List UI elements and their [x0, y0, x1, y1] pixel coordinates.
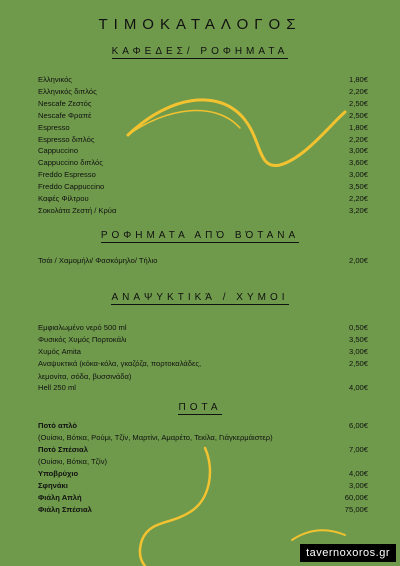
- item-price: 3,00€: [348, 146, 368, 156]
- section-heading-herbal: [0, 230, 400, 241]
- item-name: Nescafe Φραπέ: [38, 110, 92, 120]
- item-name: Espresso διπλός: [38, 134, 95, 144]
- item-price: 3,20€: [348, 205, 368, 215]
- menu-row: [38, 122, 368, 133]
- section-heading-soft-drinks: [0, 292, 400, 303]
- item-name: Φυσικός Χυμός Πορτοκάλι: [38, 335, 127, 344]
- menu-row: [38, 98, 368, 109]
- item-name: Nescafe Ζεστός: [38, 98, 92, 108]
- menu-row: [38, 86, 368, 97]
- drink-simple-note: (Ουίσκι, Βότκα, Ρούμι, Τζίν, Μαρτίνι, Αμαρέτο, Τεκίλα, Γιάγκερμάιστερ): [38, 433, 273, 442]
- menu-row: [38, 145, 368, 156]
- item-name: Freddo Cappuccino: [38, 182, 105, 192]
- menu-row: [38, 74, 368, 85]
- menu-row: [38, 255, 368, 266]
- item-price: 2,50€: [348, 359, 368, 368]
- item-price: 2,20€: [348, 134, 368, 144]
- page-title: ΤΙΜΟΚΑΤΑΛΟΓΟΣ: [98, 16, 302, 33]
- item-price: 3,50€: [348, 335, 368, 344]
- item-name: Espresso: [38, 122, 70, 132]
- item-name: Cappuccino: [38, 146, 79, 156]
- item-price: 0,50€: [348, 323, 368, 332]
- item-price: 75,00€: [344, 505, 368, 514]
- item-price: 6,00€: [348, 421, 368, 430]
- item-price: 1,80€: [348, 75, 368, 84]
- item-price: 3,50€: [348, 182, 368, 192]
- item-name: Καφές Φίλτρου: [38, 194, 89, 203]
- menu-row: [38, 134, 368, 145]
- item-name: Ποτό απλό: [38, 421, 78, 430]
- item-name: Υποβρύχιο: [38, 469, 79, 478]
- item-price: 2,50€: [348, 110, 368, 120]
- item-price: 3,00€: [348, 347, 368, 356]
- menu-row: [38, 169, 368, 180]
- item-name: Ποτό Σπέσιαλ: [38, 445, 88, 454]
- item-price: 2,20€: [348, 86, 368, 96]
- soft-drinks-note: λεμονίτα, σόδα, βυσσινάδα): [38, 372, 132, 381]
- section-heading-herbal-text: ΡΟΦΗΜΑΤΑ ΑΠΌ ΒΌΤΑΝΑ: [100, 230, 300, 241]
- item-name: Ελληνικός διπλός: [38, 86, 97, 96]
- menu-row: [38, 205, 368, 216]
- item-name: Cappuccino διπλός: [38, 158, 103, 168]
- item-price: 2,20€: [348, 194, 368, 203]
- item-name: Freddo Espresso: [38, 170, 96, 180]
- item-name: Σφηνάκι: [38, 481, 68, 490]
- drink-special-note: (Ουίσκι, Βότκα, Τζίν): [38, 457, 108, 466]
- item-name: Hell 250 ml: [38, 383, 76, 392]
- item-price: 4,00€: [348, 383, 368, 392]
- item-price: 3,00€: [348, 481, 368, 490]
- menu-row: [38, 157, 368, 168]
- item-price: 4,00€: [348, 469, 368, 478]
- item-name: Φιάλη Σπέσιαλ: [38, 505, 92, 514]
- item-price: 1,80€: [348, 122, 368, 132]
- item-price: 60,00€: [344, 493, 368, 502]
- menu-row: [38, 504, 368, 515]
- item-name: Σοκολάτα Ζεστή / Κρύα: [38, 205, 117, 215]
- item-price: 3,00€: [348, 170, 368, 180]
- section-heading-drinks: [0, 402, 400, 413]
- menu-row-drink-special: [38, 444, 368, 455]
- item-price: 7,00€: [348, 445, 368, 454]
- section-heading-coffee-text: ΚΑΦΕΔΕΣ/ ΡΟΦΗΜΑΤΑ: [111, 46, 289, 57]
- item-name: Χυμός Amita: [38, 347, 81, 356]
- section-heading-drinks-text: ΠΟΤΑ: [178, 402, 222, 413]
- menu-row: [38, 492, 368, 503]
- item-name: Τσάι / Χαμομήλι/ Φασκόμηλο/ Τήλιο: [38, 256, 158, 265]
- item-name: Αναψυκτικά (κόκα-κόλα, γκαζόζα, πορτοκαλάδες,: [38, 359, 202, 368]
- watermark: tavernoxoros.gr: [300, 544, 396, 562]
- menu-row-hell: [38, 382, 368, 393]
- menu-row: [38, 181, 368, 192]
- menu-row: [38, 480, 368, 491]
- menu-row: [38, 358, 368, 369]
- item-name: Εμφιαλωμένο νερό 500 ml: [38, 323, 127, 332]
- menu-row: [38, 468, 368, 479]
- item-price: 3,60€: [348, 158, 368, 168]
- menu-row: [38, 334, 368, 345]
- section-heading-soft-drinks-text: ΑΝΑΨΥΚΤΙΚΆ / ΧΥΜΟΙ: [111, 292, 289, 303]
- item-price: 2,50€: [348, 98, 368, 108]
- menu-row: [38, 346, 368, 357]
- item-name: Ελληνικός: [38, 75, 72, 84]
- menu-row-drink-simple: [38, 420, 368, 431]
- item-name: Φιάλη Απλή: [38, 493, 82, 502]
- menu-row: [38, 322, 368, 333]
- item-price: 2,00€: [348, 256, 368, 265]
- menu-row: [38, 110, 368, 121]
- section-heading-coffee: [0, 46, 400, 57]
- menu-row: [38, 193, 368, 204]
